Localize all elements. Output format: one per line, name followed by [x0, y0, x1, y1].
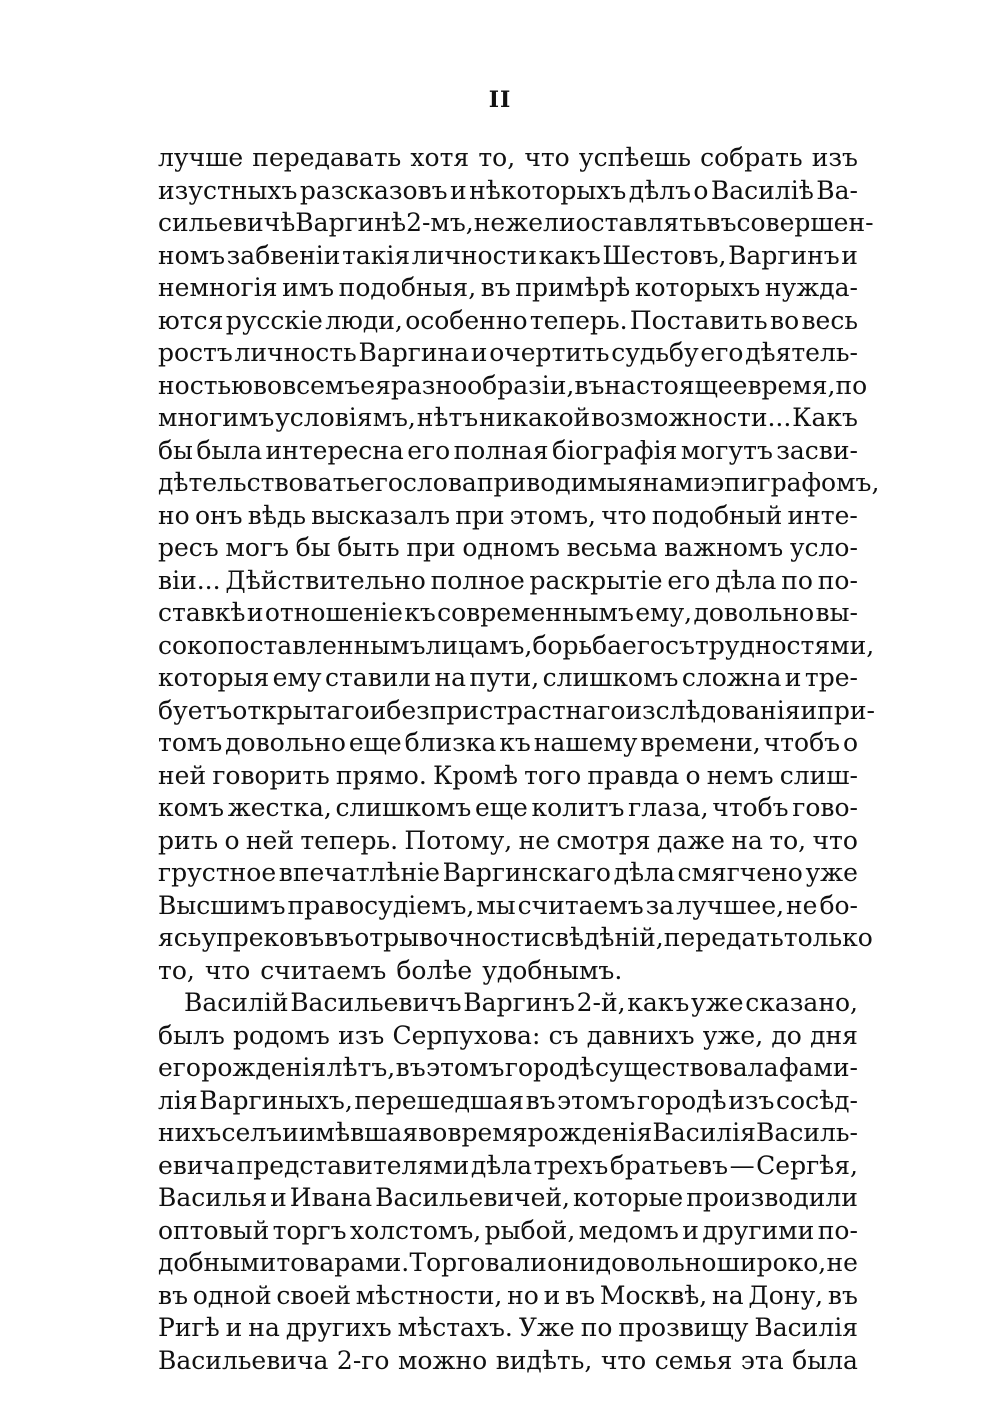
text-line: номъ забвеніи такія личности какъ Шестовъ, Варгинъ и [158, 240, 858, 270]
text-line: былъ родомъ изъ Серпухова: съ давнихъ уже, до дня [158, 1020, 858, 1050]
text-line: добными товарами. Торговали они довольно широко, не [158, 1248, 858, 1277]
page-number: II [488, 87, 512, 113]
text-line: бы была интересна его полная біографія могутъ засви- [158, 435, 858, 465]
text-line: ностью во всемъ ея разнообразіи, въ настоящее время, по [158, 370, 868, 400]
text-line: сильевичѣ Варгинѣ 2-мъ, нежели оставлять въ совершен- [158, 208, 874, 237]
text-line: Василій Васильевичъ Варгинъ 2-й, какъ уже сказано, [184, 988, 858, 1017]
text-line: рить о ней теперь. Потому, не смотря даже на то, что [158, 825, 858, 855]
text-line: ростъ личность Варгина и очертить судьбу его дѣятель- [158, 338, 858, 367]
page-body-text [158, 142, 880, 1377]
text-line: его рожденія лѣтъ, въ этомъ городѣ существовала фами- [158, 1053, 858, 1082]
text-line: томъ довольно еще близка къ нашему времени, чтобъ о [158, 728, 858, 757]
text-line: ней говорить прямо. Кромѣ того правда о немъ слиш- [158, 760, 858, 790]
text-line: грустное впечатлѣніе Варгинскаго дѣла смягчено уже [158, 858, 858, 887]
text-line: изустныхъ разсказовъ и нѣкоторыхъ дѣлъ о Василіѣ Ва- [158, 175, 858, 205]
text-line: буетъ открытаго и безпристрастнаго изслѣдованія и при- [158, 695, 875, 725]
text-line: лія Варгиныхъ, перешедшая въ этомъ городѣ изъ сосѣд- [158, 1085, 858, 1115]
text-line: Васильевича 2-го можно видѣть, что семья эта была [158, 1345, 858, 1375]
text-line: въ одной своей мѣстности, но и въ Москвѣ, на Дону, въ [158, 1280, 858, 1310]
text-line: евича представителями дѣла трехъ братьевъ — Сергѣя, [158, 1150, 858, 1180]
text-line: віи... Дѣйствительно полное раскрытіе его дѣла по по- [158, 565, 858, 595]
text-line: комъ жестка, слишкомъ еще колитъ глаза, чтобъ гово- [158, 793, 858, 822]
text-line: ются русскіе люди, особенно теперь. Поставить во весь [158, 305, 858, 335]
text-line: Ригѣ и на другихъ мѣстахъ. Уже по прозвищу Василія [158, 1313, 858, 1342]
text-line: которыя ему ставили на пути, слишкомъ сложна и тре- [158, 663, 858, 692]
text-line: но онъ вѣдь высказалъ при этомъ, что подобный инте- [158, 500, 858, 530]
text-line: ставкѣ и отношеніе къ современнымъ ему, довольно вы- [158, 598, 858, 627]
text-line: нихъ селъ и имѣвшая во время рожденія Василія Василь- [158, 1118, 858, 1147]
text-line: Василья и Ивана Васильевичей, которые производили [158, 1183, 858, 1212]
text-line: немногія имъ подобныя, въ примѣрѣ которыхъ нужда- [158, 273, 858, 302]
text-line: то, что считаемъ болѣе удобнымъ. [158, 955, 623, 985]
text-line: ресъ могъ бы быть при одномъ весьма важномъ усло- [158, 533, 858, 562]
text-line: Высшимъ правосудіемъ, мы считаемъ за лучшее, не бо- [158, 890, 858, 920]
text-line: оптовый торгъ холстомъ, рыбой, медомъ и другими по- [158, 1215, 858, 1245]
text-line: многимъ условіямъ, нѣтъ никакой возможности... Какъ [158, 403, 858, 432]
text-line: дѣтельствовать его слова приводимыя нами эпиграфомъ, [158, 468, 880, 497]
text-line: лучше передавать хотя то, что успѣешь собрать изъ [158, 143, 858, 172]
text-line: соко поставленнымъ лицамъ, борьба его съ трудностями, [158, 630, 875, 660]
text-line: ясь упрековъ въ отрывочности свѣдѣній, передать только [158, 923, 873, 952]
